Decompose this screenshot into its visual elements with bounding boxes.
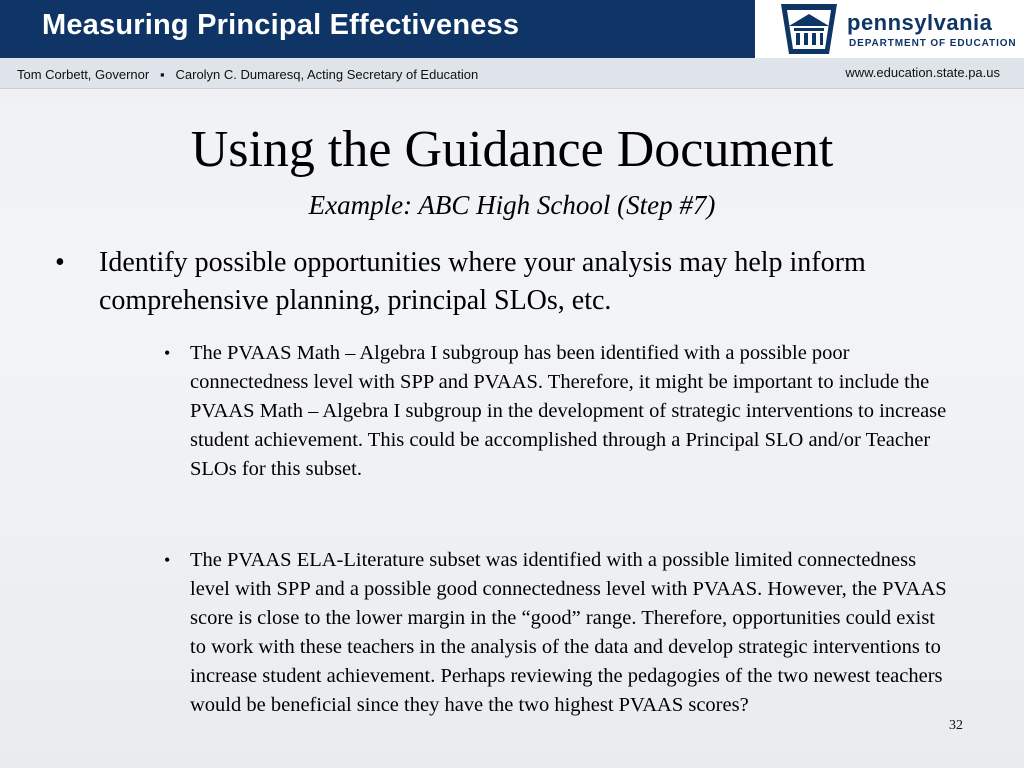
bullet-icon: •: [55, 247, 65, 278]
sub-bullet-text: The PVAAS Math – Algebra I subgroup has been identified with a possible poor connectedness level with SPP and PVAAS. Therefore, it might be important to include the PVAAS Math – Algebra I subgroup in the development of strategic interventions to increase student achievement. This could be accomplished through a Principal SLO and/or Teacher SLOs for this subset.: [190, 342, 947, 480]
website-url: www.education.state.pa.us: [845, 65, 1000, 80]
header-bar: [0, 0, 755, 58]
bullet-icon: •: [164, 550, 171, 570]
pa-education-logo: [755, 0, 1024, 58]
logo-name: pennsylvania: [847, 10, 993, 35]
sub-bullet-text: The PVAAS ELA-Literature subset was identified with a possible limited connectedness level with SPP and a possible good connectedness level with PVAAS. However, the PVAAS score is close to the lower margin in the “good” range. Therefore, opportunities could exist to work with these teachers in the analysis of the data and develop strategic interventions to increase student achievement. Perhaps reviewing the pedagogies of the two newest teachers would be beneficial since they have the two highest PVAAS scores?: [190, 549, 947, 716]
header-title: Measuring Principal Effectiveness: [42, 9, 520, 41]
keystone-logo-icon: [777, 2, 841, 56]
credits-text: Tom Corbett, Governor ▪ Carolyn C. Dumaresq, Acting Secretary of Education: [17, 67, 479, 82]
logo-department: DEPARTMENT OF EDUCATION: [849, 38, 1017, 49]
page-number: 32: [949, 718, 963, 733]
slide-title: Using the Guidance Document: [190, 121, 834, 178]
slide-subtitle: Example: ABC High School (Step #7): [308, 190, 716, 220]
credits-bar: [0, 58, 1024, 89]
main-bullet-text: Identify possible opportunities where your analysis may help inform comprehensive planning, principal SLOs, etc.: [99, 247, 866, 316]
bullet-icon: •: [164, 343, 171, 363]
